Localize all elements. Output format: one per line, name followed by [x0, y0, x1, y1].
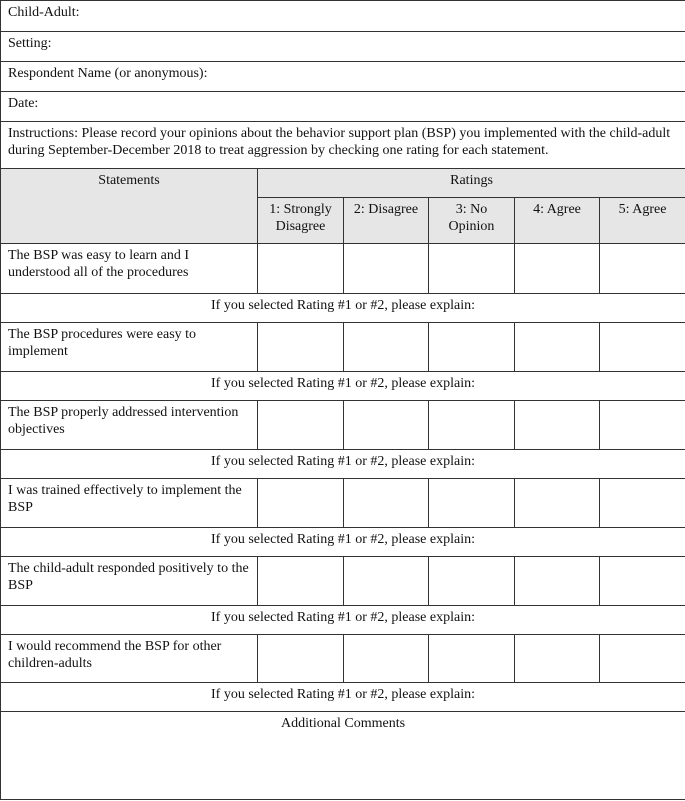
statement-text: I would recommend the BSP for other children-adults — [1, 635, 258, 683]
statement-text: The BSP properly addressed intervention objectives — [1, 401, 258, 450]
explain-field[interactable]: If you selected Rating #1 or #2, please explain: — [1, 372, 685, 401]
rating-1-cell[interactable] — [258, 557, 344, 606]
rating-1-cell[interactable] — [258, 635, 344, 683]
instructions-text: Instructions: Please record your opinions about the behavior support plan (BSP) you implemented with the child-adult during September-December 2018 to treat aggression by checking one rating for each statement. — [1, 122, 685, 169]
explain-field[interactable]: If you selected Rating #1 or #2, please explain: — [1, 683, 685, 712]
statement-text: I was trained effectively to implement the BSP — [1, 479, 258, 528]
rating-2-cell[interactable] — [344, 557, 429, 606]
rating-5-cell[interactable] — [600, 635, 685, 683]
additional-comments-field[interactable]: Additional Comments — [1, 712, 685, 800]
rating-3-cell[interactable] — [429, 323, 515, 372]
rating-2-cell[interactable] — [344, 244, 429, 294]
rating-2-cell[interactable] — [344, 635, 429, 683]
rating-4-cell[interactable] — [515, 557, 600, 606]
rating-5-header: 5: Agree — [600, 198, 685, 244]
rating-3-cell[interactable] — [429, 635, 515, 683]
statement-text: The child-adult responded positively to the BSP — [1, 557, 258, 606]
rating-2-cell[interactable] — [344, 323, 429, 372]
explain-field[interactable]: If you selected Rating #1 or #2, please explain: — [1, 450, 685, 479]
rating-1-cell[interactable] — [258, 244, 344, 294]
statement-row — [1, 557, 685, 606]
rating-4-cell[interactable] — [515, 635, 600, 683]
rating-2-cell[interactable] — [344, 401, 429, 450]
statements-header: Statements — [1, 169, 258, 244]
rating-4-cell[interactable] — [515, 244, 600, 294]
statement-text: The BSP was easy to learn and I understood all of the procedures — [1, 244, 258, 294]
explain-field[interactable]: If you selected Rating #1 or #2, please explain: — [1, 528, 685, 557]
rating-4-cell[interactable] — [515, 323, 600, 372]
rating-1-header: 1: Strongly Disagree — [258, 198, 344, 244]
rating-5-cell[interactable] — [600, 401, 685, 450]
rating-3-header: 3: No Opinion — [429, 198, 515, 244]
child-adult-field[interactable]: Child-Adult: — [1, 1, 685, 32]
rating-5-cell[interactable] — [600, 557, 685, 606]
rating-3-cell[interactable] — [429, 401, 515, 450]
rating-2-header: 2: Disagree — [344, 198, 429, 244]
statement-row — [1, 244, 685, 294]
rating-5-cell[interactable] — [600, 479, 685, 528]
statement-row — [1, 323, 685, 372]
statement-row — [1, 479, 685, 528]
explain-field[interactable]: If you selected Rating #1 or #2, please explain: — [1, 606, 685, 635]
setting-field[interactable]: Setting: — [1, 32, 685, 62]
rating-4-cell[interactable] — [515, 479, 600, 528]
ratings-header: Ratings — [258, 169, 685, 198]
explain-field[interactable]: If you selected Rating #1 or #2, please explain: — [1, 294, 685, 323]
rating-2-cell[interactable] — [344, 479, 429, 528]
rating-1-cell[interactable] — [258, 401, 344, 450]
rating-1-cell[interactable] — [258, 323, 344, 372]
statement-text: The BSP procedures were easy to implement — [1, 323, 258, 372]
rating-5-cell[interactable] — [600, 323, 685, 372]
rating-4-cell[interactable] — [515, 401, 600, 450]
respondent-name-field[interactable]: Respondent Name (or anonymous): — [1, 62, 685, 92]
rating-3-cell[interactable] — [429, 479, 515, 528]
statement-row — [1, 635, 685, 683]
rating-4-header: 4: Agree — [515, 198, 600, 244]
rating-1-cell[interactable] — [258, 479, 344, 528]
rating-3-cell[interactable] — [429, 244, 515, 294]
statement-row — [1, 401, 685, 450]
date-field[interactable]: Date: — [1, 92, 685, 122]
rating-3-cell[interactable] — [429, 557, 515, 606]
rating-5-cell[interactable] — [600, 244, 685, 294]
